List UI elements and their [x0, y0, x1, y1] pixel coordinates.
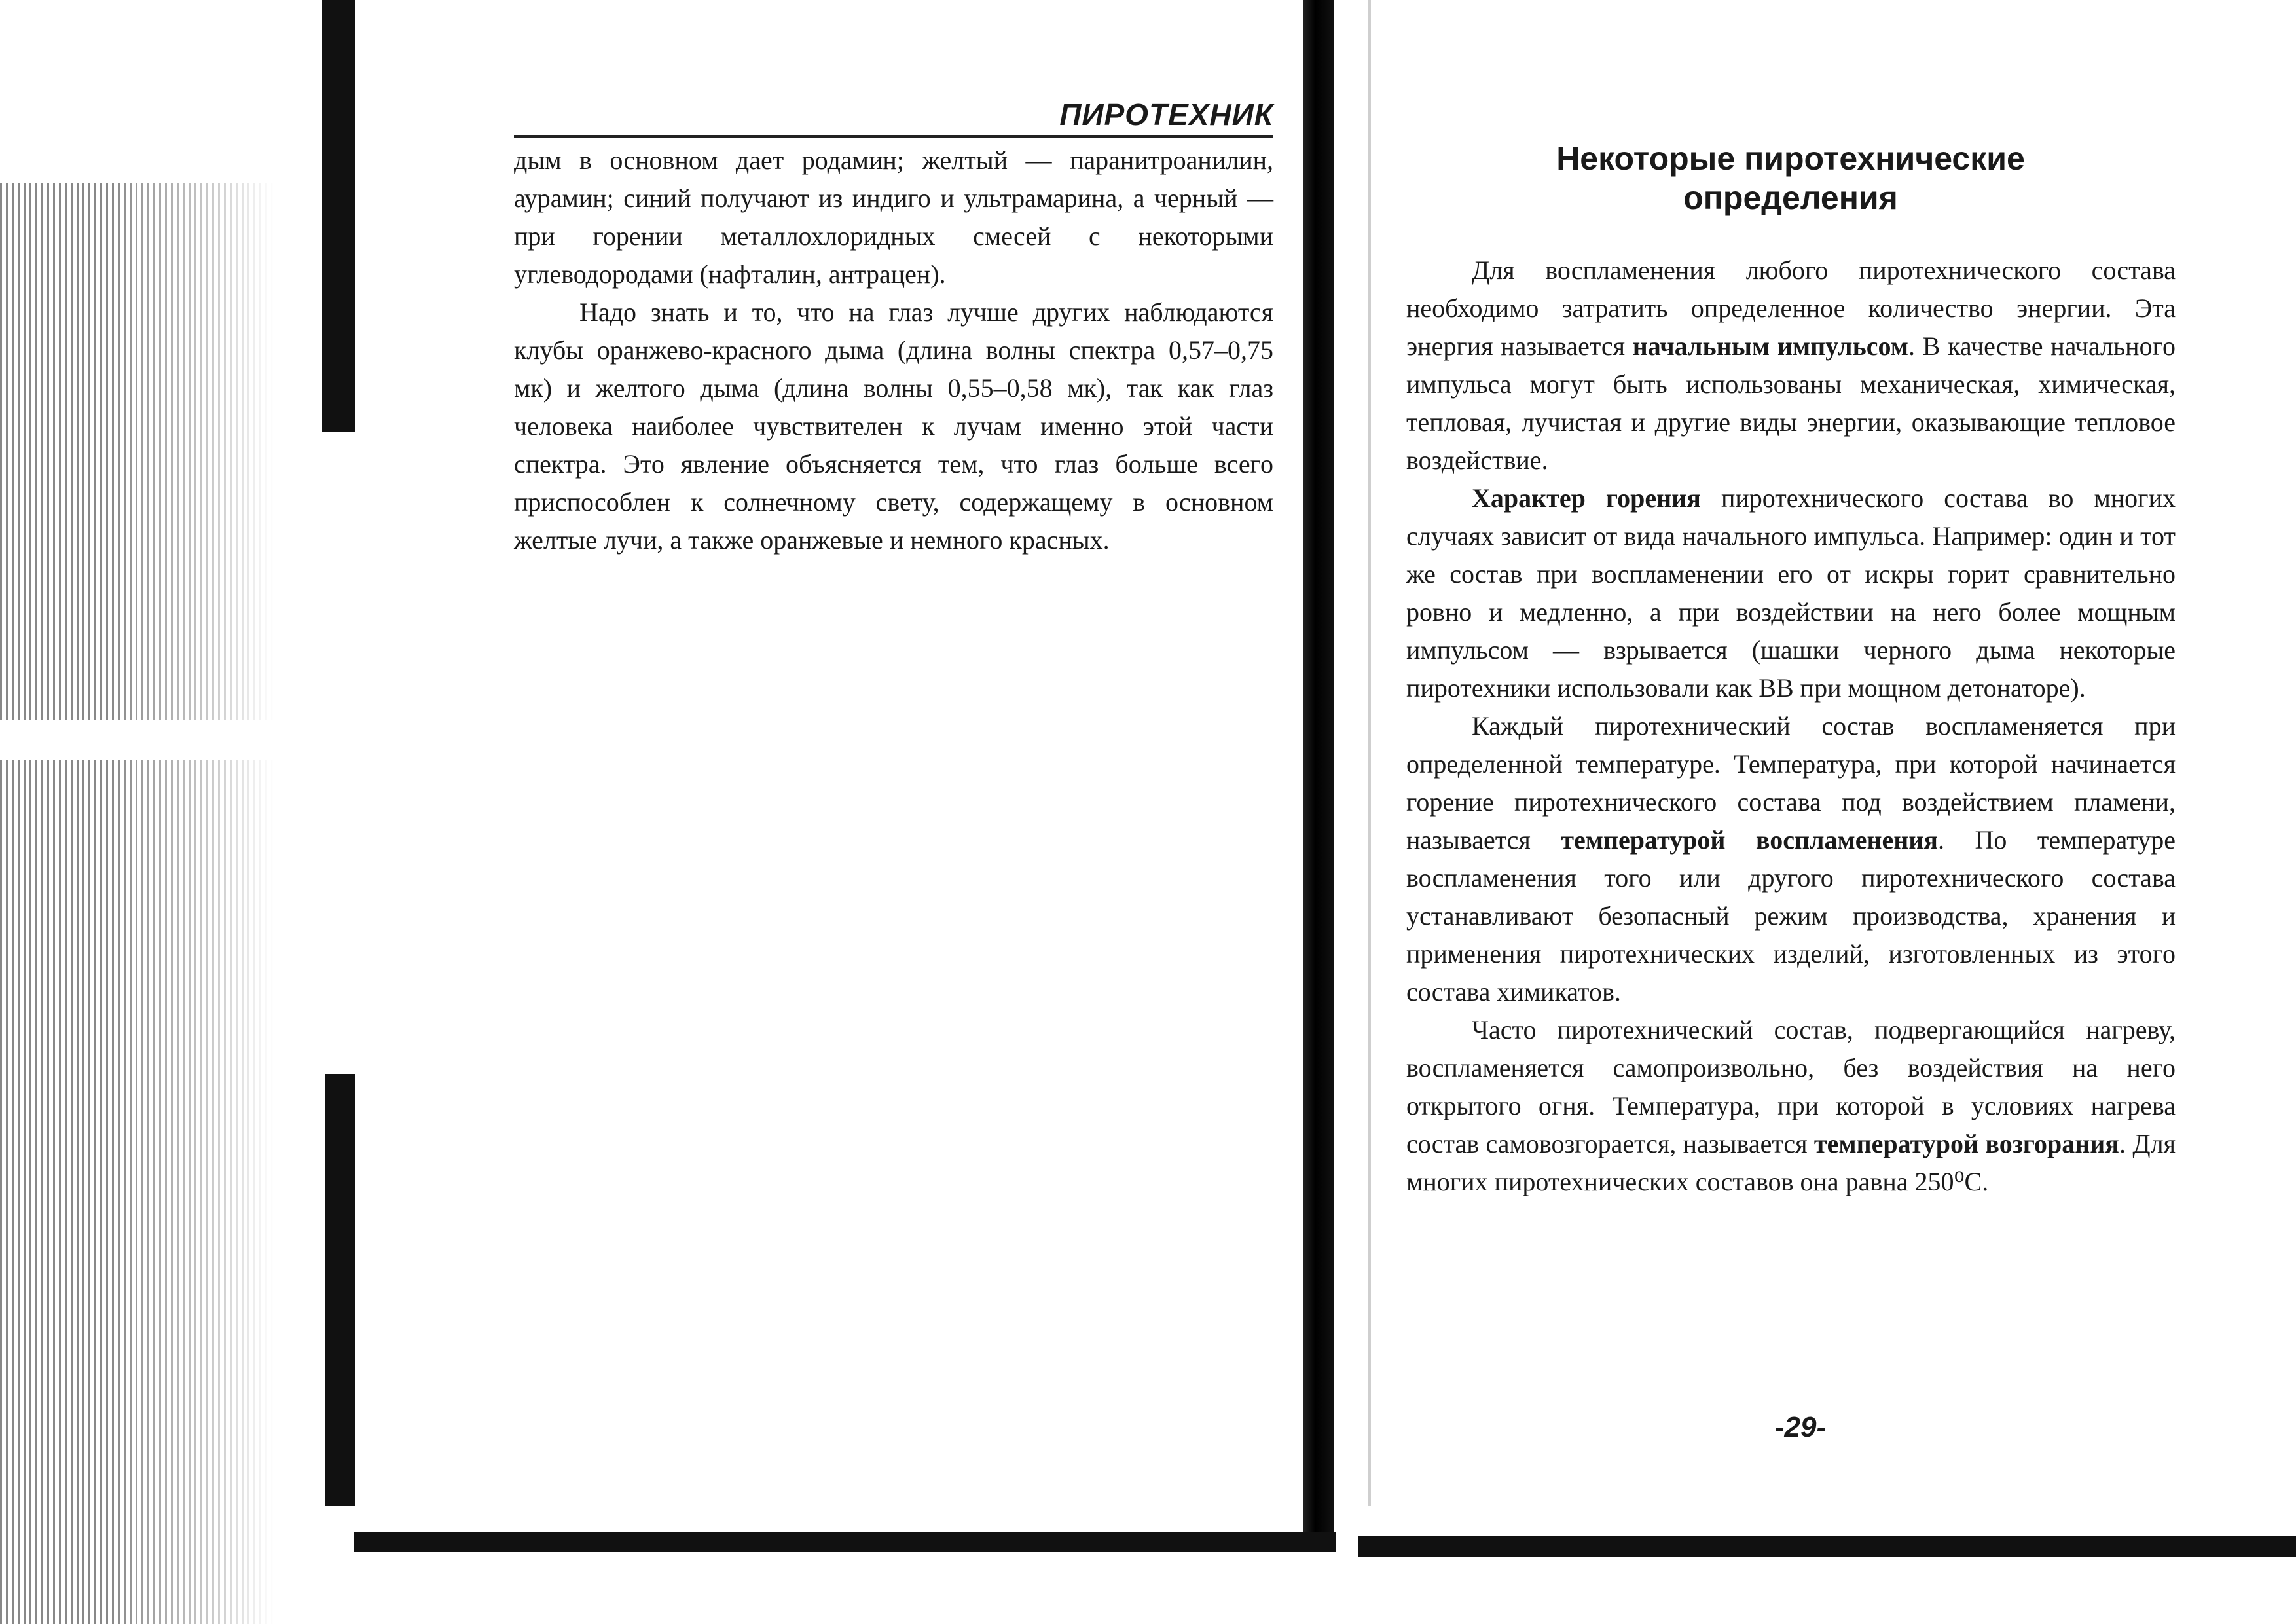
text-run: пиротехнического состава во многих случаях зависит от вида начального импульса. Например: один и тот же состав при воспламенении его от искры горит сравнительно ровно и медленно, а при воздействии на него более мощным импульсом — взрывается (шашки черного дыма некоторые пиротехники использовали как ВВ при мощном детонаторе). — [1406, 483, 2176, 703]
paragraph — [1406, 1011, 2176, 1201]
section-title-line: определения — [1683, 179, 1898, 216]
defined-term: Характер горения — [1472, 483, 1701, 513]
page-number: -29- — [1774, 1411, 1827, 1443]
paragraph — [1406, 251, 2176, 479]
bottom-edge-shadow — [1358, 1536, 2296, 1557]
running-header: ПИРОТЕХНИК — [1059, 98, 1273, 132]
right-page-text — [1406, 251, 2176, 1201]
book-spine-shadow — [1303, 0, 1334, 1545]
defined-term: температурой возгорания — [1813, 1129, 2119, 1158]
page-edge-shadow — [325, 1074, 355, 1506]
scan-gap — [0, 720, 275, 760]
header-rule — [514, 135, 1273, 138]
defined-term: температурой воспламенения — [1561, 825, 1938, 855]
bottom-edge-shadow — [354, 1532, 1336, 1552]
section-title-line: Некоторые пиротехнические — [1556, 140, 2025, 177]
paragraph: Надо знать и то, что на глаз лучше других наблюдаются клубы оранжево-красного дыма (длина волны спектра 0,57–0,75 мк) и желтого дыма (длина волны 0,55–0,58 мк), так как глаз человека наиболее чувствителен к лучам именно этой части спектра. Это явление объясняется тем, что глаз больше всего приспособлен к солнечному свету, содержащему в основном желтые лучи, а также оранжевые и немного красных. — [514, 297, 1273, 555]
paragraph: дым в основном дает родамин; желтый — паранитроанилин, аурамин; синий получают из индиго и ультрамарина, а черный — при горении металлохлоридных смесей с некоторыми углеводородами (нафталин, антрацен). — [514, 145, 1273, 289]
page-fold-line — [1368, 0, 1371, 1506]
scan-artifact-strip — [0, 0, 275, 1624]
section-title — [1440, 139, 2141, 217]
left-page-text — [514, 141, 1273, 559]
page-edge-shadow — [322, 0, 355, 432]
text-run: Каждый пиротехнический состав воспламеняется при определенной температуре. Температура, при которой начинается горение пиротехнического состава под воздействием пламени, называется — [1406, 711, 2176, 855]
text-run: Часто пиротехнический состав, подвергающийся нагреву, воспламеняется самопроизвольно, без воздействия на него открытого огня. Температура, при которой в условиях нагрева состав самовозгорается, называется — [1406, 1015, 2176, 1158]
text-run: . Для многих пиротехнических составов она равна 250⁰С. — [1406, 1129, 2176, 1196]
text-run: . В качестве начального импульса могут быть использованы механическая, химическая, тепловая, лучистая и другие виды энергии, оказывающие тепловое воздействие. — [1406, 331, 2176, 475]
paragraph — [1406, 479, 2176, 707]
text-run: Для воспламенения любого пиротехнического состава необходимо затратить определенное количество энергии. Эта энергия называется — [1406, 255, 2176, 361]
paragraph — [1406, 707, 2176, 1011]
scan-gap — [0, 0, 275, 183]
text-run: . По температуре воспламенения того или другого пиротехнического состава устанавливают безопасный режим производства, хранения и применения пиротехнических изделий, изготовленных из этого состава химикатов. — [1406, 825, 2176, 1006]
defined-term: начальным импульсом — [1632, 331, 1909, 361]
